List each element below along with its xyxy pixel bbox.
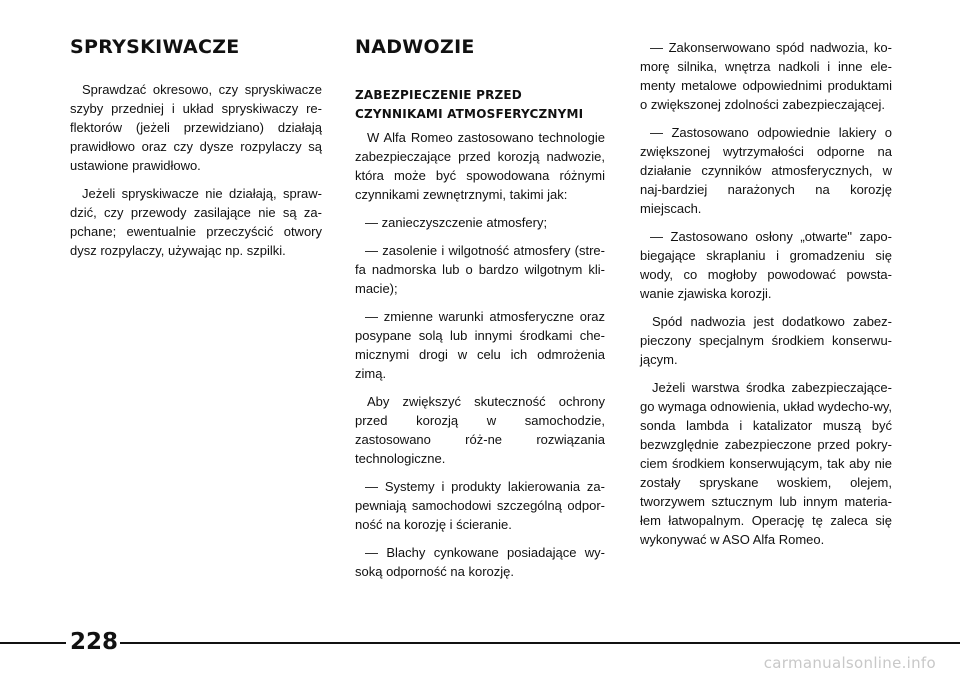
footer-rule-right <box>120 642 960 644</box>
paragraph: Jeżeli spryskiwacze nie działają, spraw-dzić, czy przewody zasilające nie są za-pchane; ewentualnie przeczyścić otwory dysz rozpylaczy, używając np. szpilki. <box>70 186 322 258</box>
list-item: — Blachy cynkowane posiadające wy-soką odporność na korozję. <box>355 545 605 579</box>
section-title-spryskiwacze: SPRYSKIWACZE <box>70 36 240 58</box>
paragraph: W Alfa Romeo zastosowano technologie zabezpieczające przed korozją nadwozie, która może być spowodowana różnymi czynnikami zewnętrznymi, takimi jak: <box>355 130 605 202</box>
paragraph: Jeżeli warstwa środka zabezpieczające-go wymaga odnowienia, układ wydecho-wy, sonda lambda i katalizator muszą być bezwzględnie zabezpieczone przed pokry-ciem środkiem konserwującym, tak aby nie zostały spryskane woskiem, olejem, tworzywem sztucznym lub innym materia-łem łatwopalnym. Operację tę zaleca się wykonywać w ASO Alfa Romeo. <box>640 380 892 547</box>
watermark: carmanualsonline.info <box>763 654 936 672</box>
paragraph: Aby zwiększyć skuteczność ochrony przed korozją w samochodzie, zastosowano róż-ne rozwiązania technologiczne. <box>355 394 605 466</box>
list-item: — zasolenie i wilgotność atmosfery (stre-fa nadmorska lub o bardzo wilgotnym kli-macie); <box>355 243 605 296</box>
column-left <box>70 36 322 269</box>
list-item: — Zastosowano odpowiednie lakiery o zwiększonej wytrzymałości odporne na działanie czynników atmosferycznych, w naj-bardziej narażonych na korozję miejscach. <box>640 125 892 216</box>
paragraph: Sprawdzać okresowo, czy spryskiwacze szyby przedniej i układ spryskiwaczy re-flektorów (jeżeli przewidziano) działają prawidłowo oraz czy dysze rozpylaczy są ustawione prawidłowo. <box>70 82 322 173</box>
list-item: — zanieczyszczenie atmosfery; <box>365 215 548 230</box>
page-number: 228 <box>70 629 119 655</box>
list-item: — Systemy i produkty lakierowania za-pewniają samochodowi szczególną odpor-ność na korozję i ścieranie. <box>355 479 605 532</box>
footer-rule-left <box>0 642 66 644</box>
section-title-nadwozie: NADWOZIE <box>355 36 475 58</box>
column-middle <box>355 36 605 590</box>
column-right <box>640 38 892 558</box>
subsection-title: ZABEZPIECZENIE PRZED CZYNNIKAMI ATMOSFERYCZNYMI <box>355 88 584 121</box>
list-item: — Zakonserwowano spód nadwozia, ko-morę silnika, wnętrza nadkoli i inne ele-menty metalowe odpowiednimi produktami o zwiększonej zdolności zabezpieczającej. <box>640 40 892 112</box>
list-item: — zmienne warunki atmosferyczne oraz posypane solą lub innymi środkami che-micznymi drogi w celu ich odmrożenia zimą. <box>355 309 605 381</box>
list-item: — Zastosowano osłony „otwarte" zapo-biegające skraplaniu i gromadzeniu się wody, co mogłoby powodować powsta-wanie zjawiska korozji. <box>640 229 892 301</box>
paragraph: Spód nadwozia jest dodatkowo zabez-pieczony specjalnym środkiem konserwu-jącym. <box>640 314 892 367</box>
